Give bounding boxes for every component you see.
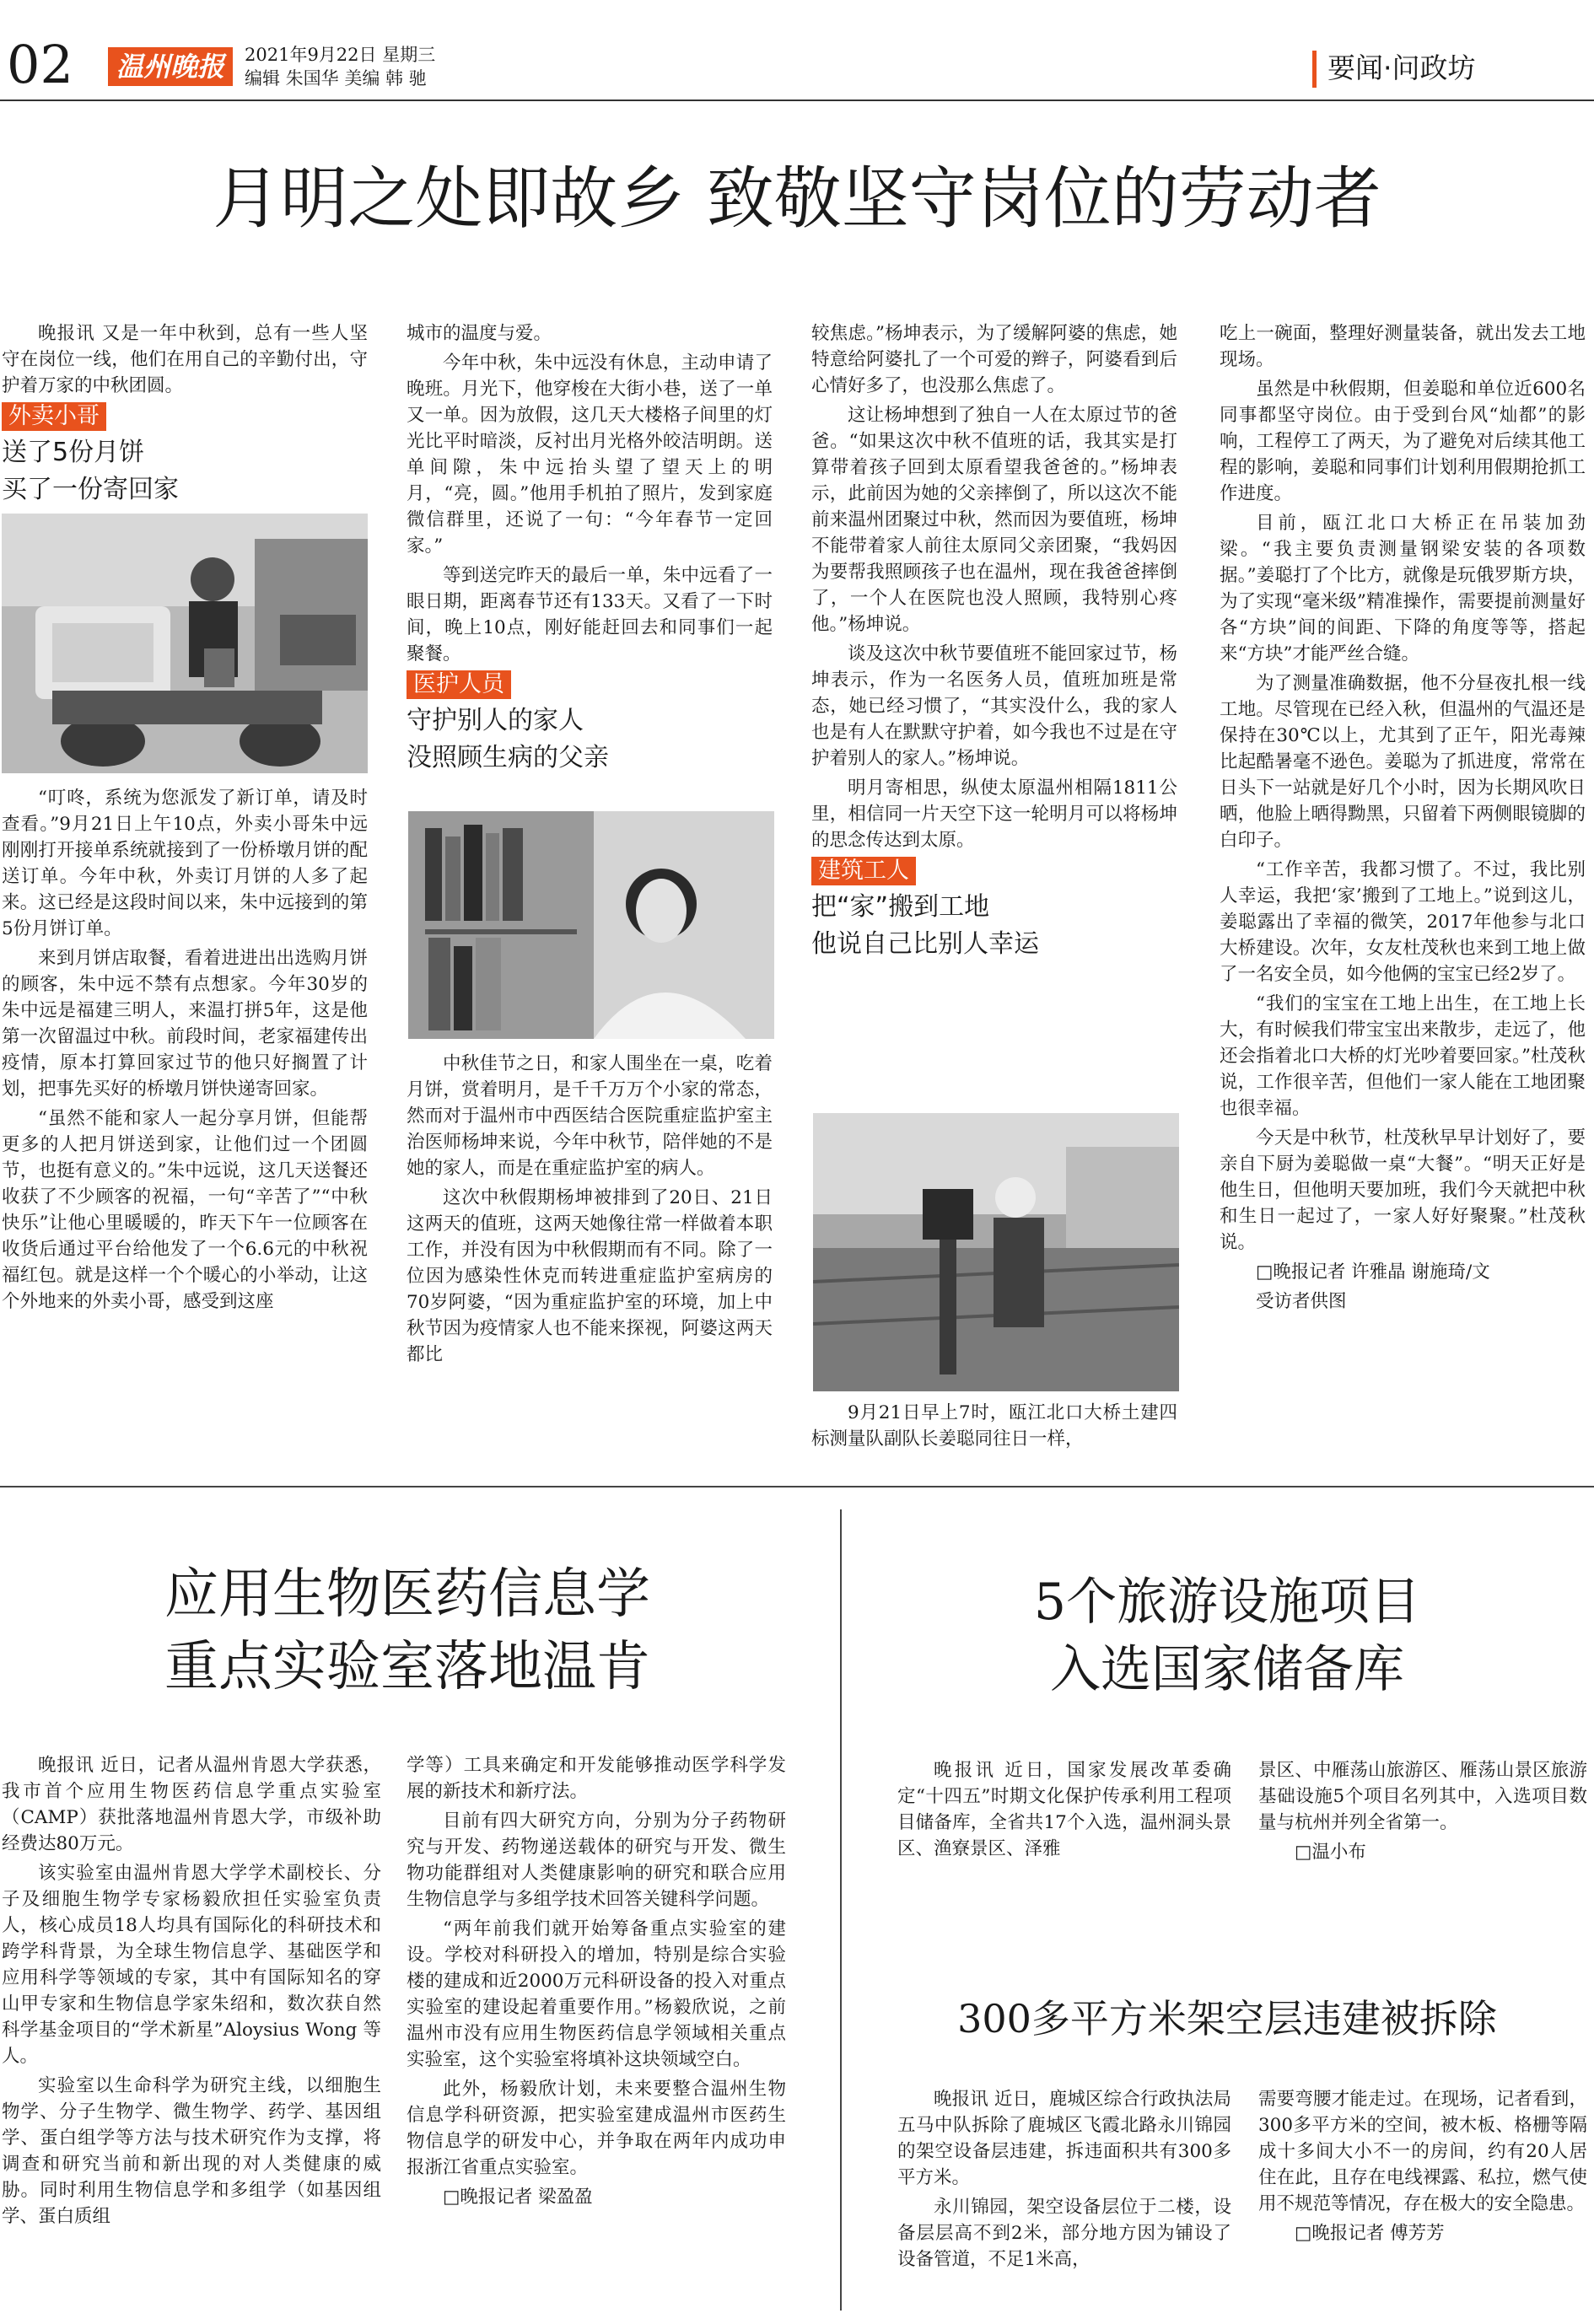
construction-paragraph-1: 吃上一碗面，整理好测量装备，就出发去工地现场。 (1220, 323, 1586, 370)
construction-credit-1: □晚报记者 许雅晶 谢施琦/文 (1256, 1262, 1490, 1283)
lab-paragraph-4: 学等）工具来确定和开发能够推动医学科学发展的新技术和新疗法。 (407, 1755, 786, 1802)
lab-paragraph-2: 该实验室由温州肯恩大学学术副校长、分子及细胞生物学专家杨毅欣担任实验室负责人，核心成员18人均具有国际化的科研技术和跨学科背景，为全球生物信息学、基础医学和应用科学等领域的专家，其中有国际知名的穿山甲专家和生物信息学家朱绍和，数次获自然科学基金项目的“学术新星”Aloysius Wong 等人。 (2, 1863, 381, 2067)
delivery-paragraph-3: “虽然不能和家人一起分享月饼，但能帮更多的人把月饼送到家，让他们过一个团圆节，也挺有意义的。”朱中远说，这几天送餐还收获了不少顾客的祝福，一句“辛苦了”“中秋快乐”让他心里暖暖的，昨天下午一位顾客在收货后通过平台给他发了一个6.6元的中秋祝福红包。就是这样一个个暖心的小举动，让这个外地来的外卖小哥，感受到这座 (2, 1108, 368, 1312)
construction-paragraph-4: 为了测量准确数据，他不分昼夜扎根一线工地。尽管现在已经入秋，但温州的气温还是保持在30℃以上，尤其到了正午，阳光毒辣比起酷暑毫不逊色。姜聪为了抓进度，常常在日头下一站就是好几个小时，因为长期风吹日晒，他脸上晒得黝黑，只留着下两侧眼镜脚的白印子。 (1220, 673, 1586, 851)
construction-credit-2: 受访者供图 (1256, 1291, 1347, 1312)
delivery-subhead (2, 434, 368, 508)
medical-photo (408, 811, 774, 1039)
column-2 (407, 320, 773, 782)
tourism-headline (860, 1568, 1594, 1703)
lead-paragraph: 晚报讯 又是一年中秋到，总有一些人坚守在岗位一线，他们在用自己的辛勤付出，守护着万家的中秋团圆。 (2, 323, 368, 396)
lab-column-2 (407, 1752, 786, 2214)
medical-paragraph-1: 中秋佳节之日，和家人围坐在一桌，吃着月饼，赏着明月，是千千万万个小家的常态，然而对于温州市中西医结合医院重症监护室主治医师杨坤来说，今年中秋节，陪伴她的不是她的家人，而是在重症监护室的病人。 (407, 1053, 773, 1179)
demolish-column-1 (897, 2086, 1231, 2276)
construction-subhead-line-2: 他说自己比别人幸运 (811, 929, 1039, 959)
column-4 (1220, 320, 1586, 1318)
section-bar (1312, 51, 1317, 88)
medical-subhead-line-1: 守护别人的家人 (407, 706, 584, 735)
demolish-credit: □晚报记者 傅芳芳 (1295, 2223, 1445, 2244)
section-title: 要闻·问政坊 (1327, 51, 1476, 84)
lab-credit: □晚报记者 梁盈盈 (443, 2187, 593, 2208)
medical-subhead (407, 702, 773, 777)
tourism-headline-line-2: 入选国家储备库 (1050, 1640, 1404, 1699)
newspaper-logo: 温州晚报 (108, 47, 233, 86)
medical-paragraph-3: 较焦虑。”杨坤表示，为了缓解阿婆的焦虑，她特意给阿婆扎了一个可爱的辫子，阿婆看到后心情好多了，也没那么焦虑了。 (811, 323, 1177, 396)
tourism-column-1 (897, 1757, 1231, 1865)
column-1 (2, 320, 368, 1318)
construction-photo (813, 1113, 1179, 1391)
demolish-paragraph-1: 晚报讯 近日，鹿城区综合行政执法局五马中队拆除了鹿城区飞霞北路永川锦园的架空设备层违建，拆违面积共有300多平方米。 (897, 2089, 1231, 2188)
construction-paragraph-6: “我们的宝宝在工地上出生，在工地上长大，有时候我们带宝宝出来散步，走远了，他还会指着北口大桥的灯光吵着要回家。”杜茂秋说，工作很辛苦，但他们一家人能在工地团聚也很幸福。 (1220, 993, 1586, 1119)
delivery-paragraph-5: 今年中秋，朱中远没有休息，主动申请了晚班。月光下，他穿梭在大街小巷，送了一单又一单。因为放假，这几天大楼格子间里的灯光比平时暗淡，反衬出月光格外皎洁明朗。送单间隙，朱中远抬头望了望天上的明月，“亮，圆。”他用手机拍了照片，发到家庭微信群里，还说了一句：“今年春节一定回家。” (407, 352, 773, 557)
column-3 (811, 320, 1177, 968)
tourism-headline-line-1: 5个旅游设施项目 (1033, 1573, 1421, 1632)
vertical-divider (840, 1509, 842, 2311)
delivery-paragraph-2: 来到月饼店取餐，看着进进出出选购月饼的顾客，朱中远不禁有点想家。今年30岁的朱中远是福建三明人，来温打拼5年，这是他第一次留温过中秋。前段时间，老家福建传出疫情，原本打算回家过节的他只好搁置了计划，把事先买好的桥墩月饼快递寄回家。 (2, 948, 368, 1100)
construction-subhead (811, 889, 1177, 963)
column-2-lower (407, 1051, 773, 1371)
section-divider (0, 1486, 1594, 1487)
medical-photo-image (408, 811, 774, 1039)
page-header (0, 0, 1594, 103)
construction-photo-caption (811, 1400, 1177, 1452)
construction-subhead-line-1: 把“家”搬到工地 (811, 892, 990, 922)
delivery-photo (2, 514, 368, 773)
tourism-column-2 (1258, 1757, 1587, 1869)
lab-paragraph-3: 实验室以生命科学为研究主线，以细胞生物学、分子生物学、微生物学、药学、基因组学、蛋白组学等方法与技术研究作为支撑，将调查和研究当前和新出现的对人类健康的威胁。同时利用生物信息学和多组学（如基因组学、蛋白质组 (2, 2075, 381, 2227)
tourism-credit: □温小布 (1295, 1842, 1366, 1863)
demolish-headline: 300多平方米架空层违建被拆除 (957, 1996, 1497, 2042)
tourism-paragraph-1: 晚报讯 近日，国家发展改革委确定“十四五”时期文化保护传承利用工程项目储备库，全省共17个入选，温州洞头景区、渔寮景区、泽雅 (897, 1760, 1231, 1859)
construction-paragraph-2: 虽然是中秋假期，但姜聪和单位近600名同事都坚守岗位。由于受到台风“灿都”的影响，工程停工了两天，为了避免对后续其他工程的影响，姜聪和同事们计划利用假期抢抓工作进度。 (1220, 379, 1586, 504)
editors: 编辑 朱国华 美编 韩 驰 (245, 68, 427, 89)
construction-paragraph-3: 目前，瓯江北口大桥正在吊装加劲梁。“我主要负责测量钢梁安装的各项数据。”姜聪打了个比方，就像是玩俄罗斯方块，为了实现“毫米级”精准操作，需要提前测量好各“方块”间的间距、下降的角度等等，搭起来“方块”才能严丝合缝。 (1220, 513, 1586, 664)
construction-photo-image (813, 1113, 1179, 1391)
lab-paragraph-7: 此外，杨毅欣计划，未来要整合温州生物信息学科研资源，把实验室建成温州市医药生物信息学的研发中心，并争取在两年内成功申报浙江省重点实验室。 (407, 2079, 786, 2178)
delivery-paragraph-6: 等到送完昨天的最后一单，朱中远看了一眼日期，距离春节还有133天。又看了一下时间，晚上10点，刚好能赶回去和同事们一起聚餐。 (407, 565, 773, 664)
lab-paragraph-6: “两年前我们就开始筹备重点实验室的建设。学校对科研投入的增加，特别是综合实验楼的建成和近2000万元科研设备的投入对重点实验室的建设起着重要作用。”杨毅欣说，之前温州市没有应用生物医药信息学领域相关重点实验室，这个实验室将填补这块领域空白。 (407, 1918, 786, 2070)
main-headline: 月明之处即故乡 致敬坚守岗位的劳动者 (213, 159, 1381, 238)
delivery-tag: 外卖小哥 (2, 402, 106, 431)
lab-headline (0, 1558, 815, 1703)
issue-date: 2021年9月22日 星期三 (245, 45, 436, 65)
construction-tag: 建筑工人 (811, 857, 916, 885)
lab-column-1 (2, 1752, 381, 2233)
delivery-subhead-line-1: 送了5份月饼 (2, 438, 145, 467)
page-number: 02 (7, 34, 73, 95)
header-rule (0, 100, 1594, 101)
construction-paragraph-7: 今天是中秋节，杜茂秋早早计划好了，要亲自下厨为姜聪做一桌“大餐”。“明天正好是他生日，但他明天要加班，我们今天就把中秋和生日一起过了，一家人好好聚聚。”杜茂秋说。 (1220, 1127, 1586, 1253)
delivery-paragraph-1: “叮咚，系统为您派发了新订单，请及时查看。”9月21日上午10点，外卖小哥朱中远刚刚打开接单系统就接到了一份桥墩月饼的配送订单。今年中秋，外卖订月饼的人多了起来。这已经是这段时间以来，朱中远接到的第5份月饼订单。 (2, 788, 368, 939)
lab-headline-line-1: 应用生物医药信息学 (164, 1563, 650, 1626)
delivery-subhead-line-2: 买了一份寄回家 (2, 475, 179, 504)
lab-headline-line-2: 重点实验室落地温肯 (164, 1636, 650, 1698)
demolish-paragraph-3: 需要弯腰才能走过。在现场，记者看到，300多平方米的空间，被木板、格栅等隔成十多间大小不一的房间，约有20人居住在此，且存在电线裸露、私拉，燃气使用不规范等情况，存在极大的安全隐患。 (1258, 2089, 1587, 2214)
lab-paragraph-5: 目前有四大研究方向，分别为分子药物研究与开发、药物递送载体的研究与开发、微生物功能群组对人类健康影响的研究和联合应用生物信息学与多组学技术回答关键科学问题。 (407, 1810, 786, 1910)
tourism-paragraph-2: 景区、中雁荡山旅游区、雁荡山景区旅游基础设施5个项目名列其中，入选项目数量与杭州并列全省第一。 (1258, 1760, 1587, 1833)
demolish-column-2 (1258, 2086, 1587, 2250)
medical-paragraph-2: 这次中秋假期杨坤被排到了20日、21日这两天的值班，这两天她像往常一样做着本职工作，并没有因为中秋假期而有不同。除了一位因为感染性休克而转进重症监护室病房的70岁阿婆，“因为重症监护室的环境，加上中秋节因为疫情家人也不能来探视，阿婆这两天都比 (407, 1187, 773, 1365)
demolish-paragraph-2: 永川锦园，架空设备层位于二楼，设备层层高不到2米，部分地方因为铺设了设备管道，不足1米高， (897, 2197, 1231, 2270)
delivery-paragraph-4: 城市的温度与爱。 (407, 323, 552, 344)
delivery-photo-image (2, 514, 368, 773)
medical-tag: 医护人员 (407, 670, 511, 699)
medical-paragraph-5: 谈及这次中秋节要值班不能回家过节，杨坤表示，作为一名医务人员，值班加班是常态，她已经习惯了，“其实没什么，我的家人也是有人在默默守护着，如今我也不过是在守护着别人的家人。”杨坤说。 (811, 643, 1177, 769)
construction-paragraph-5: “工作辛苦，我都习惯了。不过，我比别人幸运，我把‘家’搬到了工地上。”说到这儿，姜聪露出了幸福的微笑，2017年他参与北口大桥建设。次年，女友杜茂秋也来到工地上做了一名安全员，如今他俩的宝宝已经2岁了。 (1220, 859, 1586, 985)
medical-subhead-line-2: 没照顾生病的父亲 (407, 743, 609, 772)
construction-caption-text: 9月21日早上7时，瓯江北口大桥土建四标测量队副队长姜聪同往日一样， (811, 1402, 1177, 1450)
medical-paragraph-6: 明月寄相思，纵使太原温州相隔1811公里，相信同一片天空下这一轮明月可以将杨坤的思念传达到太原。 (811, 777, 1177, 851)
medical-paragraph-4: 这让杨坤想到了独自一人在太原过节的爸爸。“如果这次中秋不值班的话，我其实是打算带着孩子回到太原看望我爸爸的。”杨坤表示，此前因为她的父亲摔倒了，所以这次不能前来温州团聚过中秋，然而因为要值班，杨坤不能带着家人前往太原同父亲团聚，“我妈因为要帮我照顾孩子也在温州，现在我爸爸摔倒了，一个人在医院也没人照顾，我特别心疼他。”杨坤说。 (811, 405, 1177, 635)
lab-paragraph-1: 晚报讯 近日，记者从温州肯恩大学获悉，我市首个应用生物医药信息学重点实验室（CAMP）获批落地温州肯恩大学，市级补助经费达80万元。 (2, 1755, 381, 1854)
